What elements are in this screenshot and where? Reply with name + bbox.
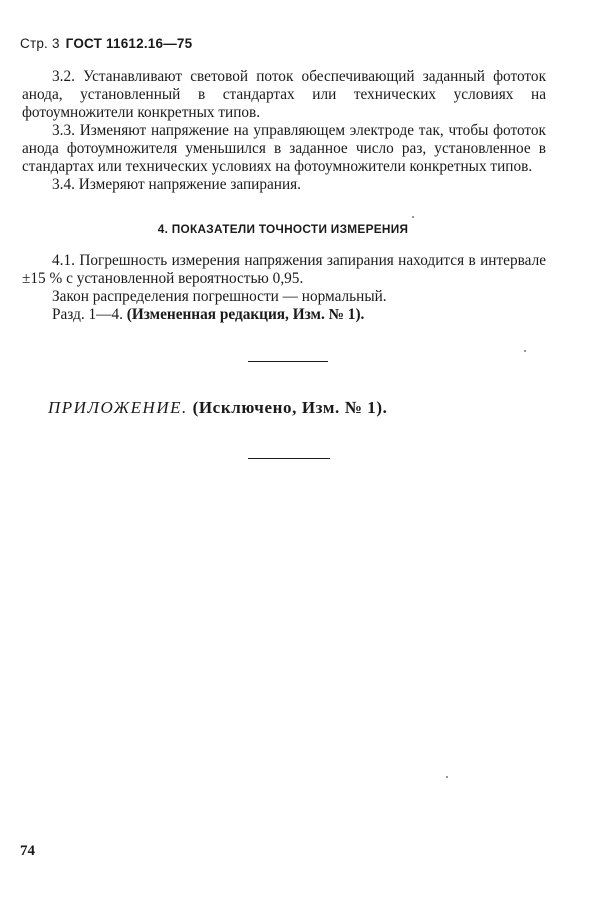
page-header [20, 36, 192, 51]
appendix-line [48, 398, 387, 418]
scan-speck [446, 776, 448, 778]
divider-rule-1 [248, 361, 328, 362]
scan-speck [524, 350, 526, 352]
paragraph-3-2: 3.2. Устанавливают световой поток обеспечивающий заданный фототок анода, установленный в стандартах или технических условиях на фотоумножители конкретных типов. [22, 68, 546, 121]
section-3-text [22, 68, 546, 194]
page-number: 74 [20, 843, 35, 859]
standard-number: ГОСТ 11612.16—75 [65, 36, 193, 51]
paragraph-3-4: 3.4. Измеряют напряжение запирания. [52, 176, 301, 193]
revision-prefix: Разд. 1—4. [52, 306, 127, 323]
paragraph-revision-note [22, 306, 546, 324]
paragraph-distribution-law: Закон распределения погрешности — нормальный. [52, 288, 387, 305]
scan-speck [412, 216, 414, 218]
paragraph-3-3: 3.3. Изменяют напряжение на управляющем электроде так, чтобы фототок анода фотоумножителя уменьшился в заданное число раз, установленное в стандартах или технических условиях на фотоумножители конкретных типов. [22, 122, 546, 175]
divider-rule-2 [248, 458, 330, 459]
page-label: Стр. 3 [20, 36, 60, 51]
section-4-text [22, 252, 546, 324]
appendix-note: (Исключено, Изм. № 1). [192, 398, 388, 417]
section-4-title: 4. ПОКАЗАТЕЛИ ТОЧНОСТИ ИЗМЕРЕНИЯ [157, 222, 409, 236]
appendix-title: ПРИЛОЖЕНИЕ. [48, 398, 188, 417]
revision-bold: (Измененная редакция, Изм. № 1). [126, 306, 365, 323]
paragraph-4-1: 4.1. Погрешность измерения напряжения запирания находится в интервале ±15 % с установленной вероятностью 0,95. [22, 252, 546, 287]
